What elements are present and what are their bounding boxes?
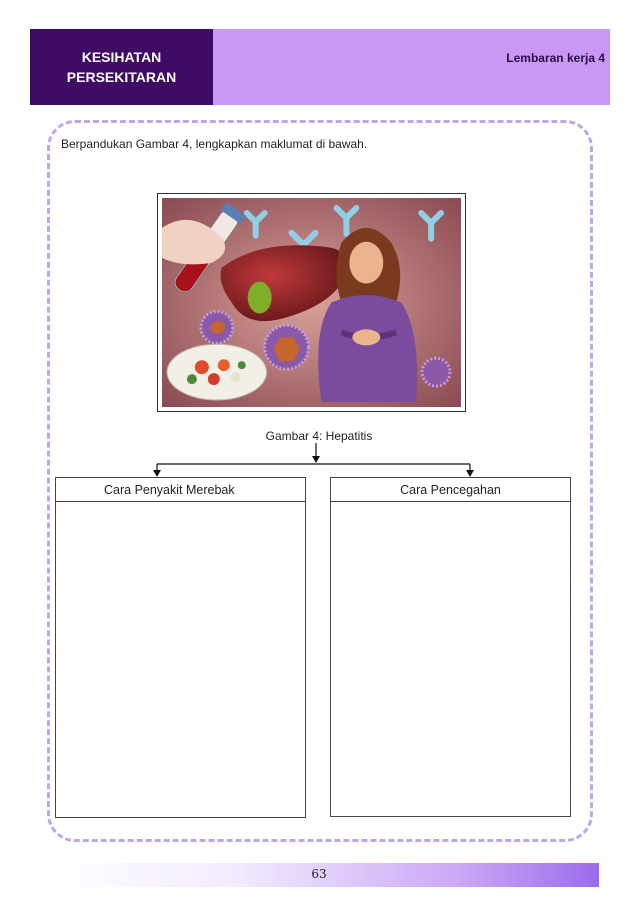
worksheet-label: Lembaran kerja 4 xyxy=(506,51,605,65)
spread-methods-title: Cara Penyakit Merebak xyxy=(56,478,305,502)
spread-methods-box[interactable] xyxy=(55,477,306,818)
prevention-title: Cara Pencegahan xyxy=(331,478,570,502)
instruction-text: Berpandukan Gambar 4, lengkapkan maklumat di bawah. xyxy=(61,137,368,151)
header-title-line2: PERSEKITARAN xyxy=(66,69,177,85)
page-number: 63 xyxy=(311,867,327,881)
prevention-box[interactable] xyxy=(330,477,571,817)
header-title-line1: KESIHATAN xyxy=(81,49,162,65)
figure-caption: Gambar 4: Hepatitis xyxy=(265,429,373,443)
